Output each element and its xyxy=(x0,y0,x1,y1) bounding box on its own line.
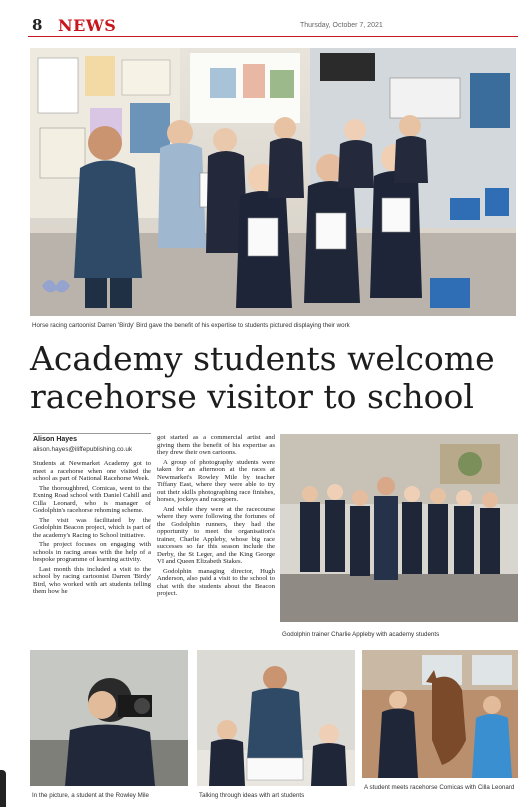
article-column-1 xyxy=(33,460,151,598)
bottom-photo-3-caption: A student meets racehorse Comicas with Cilla Leonard xyxy=(364,784,515,791)
main-photo xyxy=(30,48,516,316)
art-class-illustration xyxy=(197,650,355,786)
main-photo-caption: Horse racing cartoonist Darren 'Birdy' Bird gave the benefit of his expertise to students pictured displaying their work xyxy=(32,322,350,329)
page-header xyxy=(28,14,518,38)
byline-name: Alison Hayes xyxy=(33,436,77,443)
section-title: NEWS xyxy=(58,16,117,35)
photographer-illustration xyxy=(30,650,188,786)
byline-divider xyxy=(33,433,151,434)
main-photo-illustration xyxy=(30,48,516,316)
page-number: 8 xyxy=(32,16,43,34)
paragraph: The thoroughbred, Comicas, went to the Exning Road school with Daniel Cahill and Cilla Leonard, who is manager of Godolphin's racehorse rehoming scheme. xyxy=(33,484,151,514)
header-divider xyxy=(28,36,518,37)
trainer-photo xyxy=(280,434,518,622)
byline-email: alison.hayes@iliffepublishing.co.uk xyxy=(33,446,133,453)
article-column-2 xyxy=(157,434,275,600)
page-edge-marker xyxy=(0,770,6,807)
paragraph: Last month this included a visit to the school by racing cartoonist Darren 'Birdy' Bird, who worked with art students telling them how he xyxy=(33,565,151,595)
trainer-photo-illustration xyxy=(280,434,518,622)
bottom-photo-2 xyxy=(197,650,355,786)
trainer-photo-caption: Godolphin trainer Charlie Appleby with academy students xyxy=(282,631,440,638)
paragraph: The visit was facilitated by the Godolphin Beacon project, which is part of the academy's Racing to School initiative. xyxy=(33,516,151,539)
headline: Academy students welcome racehorse visitor to school xyxy=(30,339,495,416)
paragraph: got started as a commercial artist and giving them the benefit of his expertise as they drew their own cartoons. xyxy=(157,434,275,456)
paragraph: Godolphin managing director, Hugh Anderson, also paid a visit to the school to chat with the students about the Beacon project. xyxy=(157,567,275,597)
bottom-photo-2-caption: Talking through ideas with art students xyxy=(199,792,305,799)
bottom-photo-1-caption: In the picture, a student at the Rowley Mile xyxy=(32,792,149,799)
paragraph: Students at Newmarket Academy got to meet a racehorse when one visited the school as part of National Racehorse Week. xyxy=(33,460,151,482)
bottom-photo-3 xyxy=(362,650,518,778)
horse-visit-illustration xyxy=(362,650,518,778)
issue-date: Thursday, October 7, 2021 xyxy=(300,22,383,29)
paragraph: The project focuses on engaging with schools in racing areas with the help of a bespoke programme of learning activity. xyxy=(33,541,151,563)
paragraph: And while they were at the racecourse where they were following the fortunes of the Godolphin runners, they had the opportunity to meet the organisation's trainer, Charlie Appleby, whose big race successes so far this season include the Derby, the St Leger, and the King George VI and Queen Elizabeth Stakes. xyxy=(157,505,275,565)
bottom-photo-1 xyxy=(30,650,188,786)
paragraph: A group of photography students were taken for an afternoon at the races at Newmarket's Rowley Mile by teacher Tiffany East, where they were able to try out their skills photographing race finishes, horses, jockeys and racegoers. xyxy=(157,458,275,503)
